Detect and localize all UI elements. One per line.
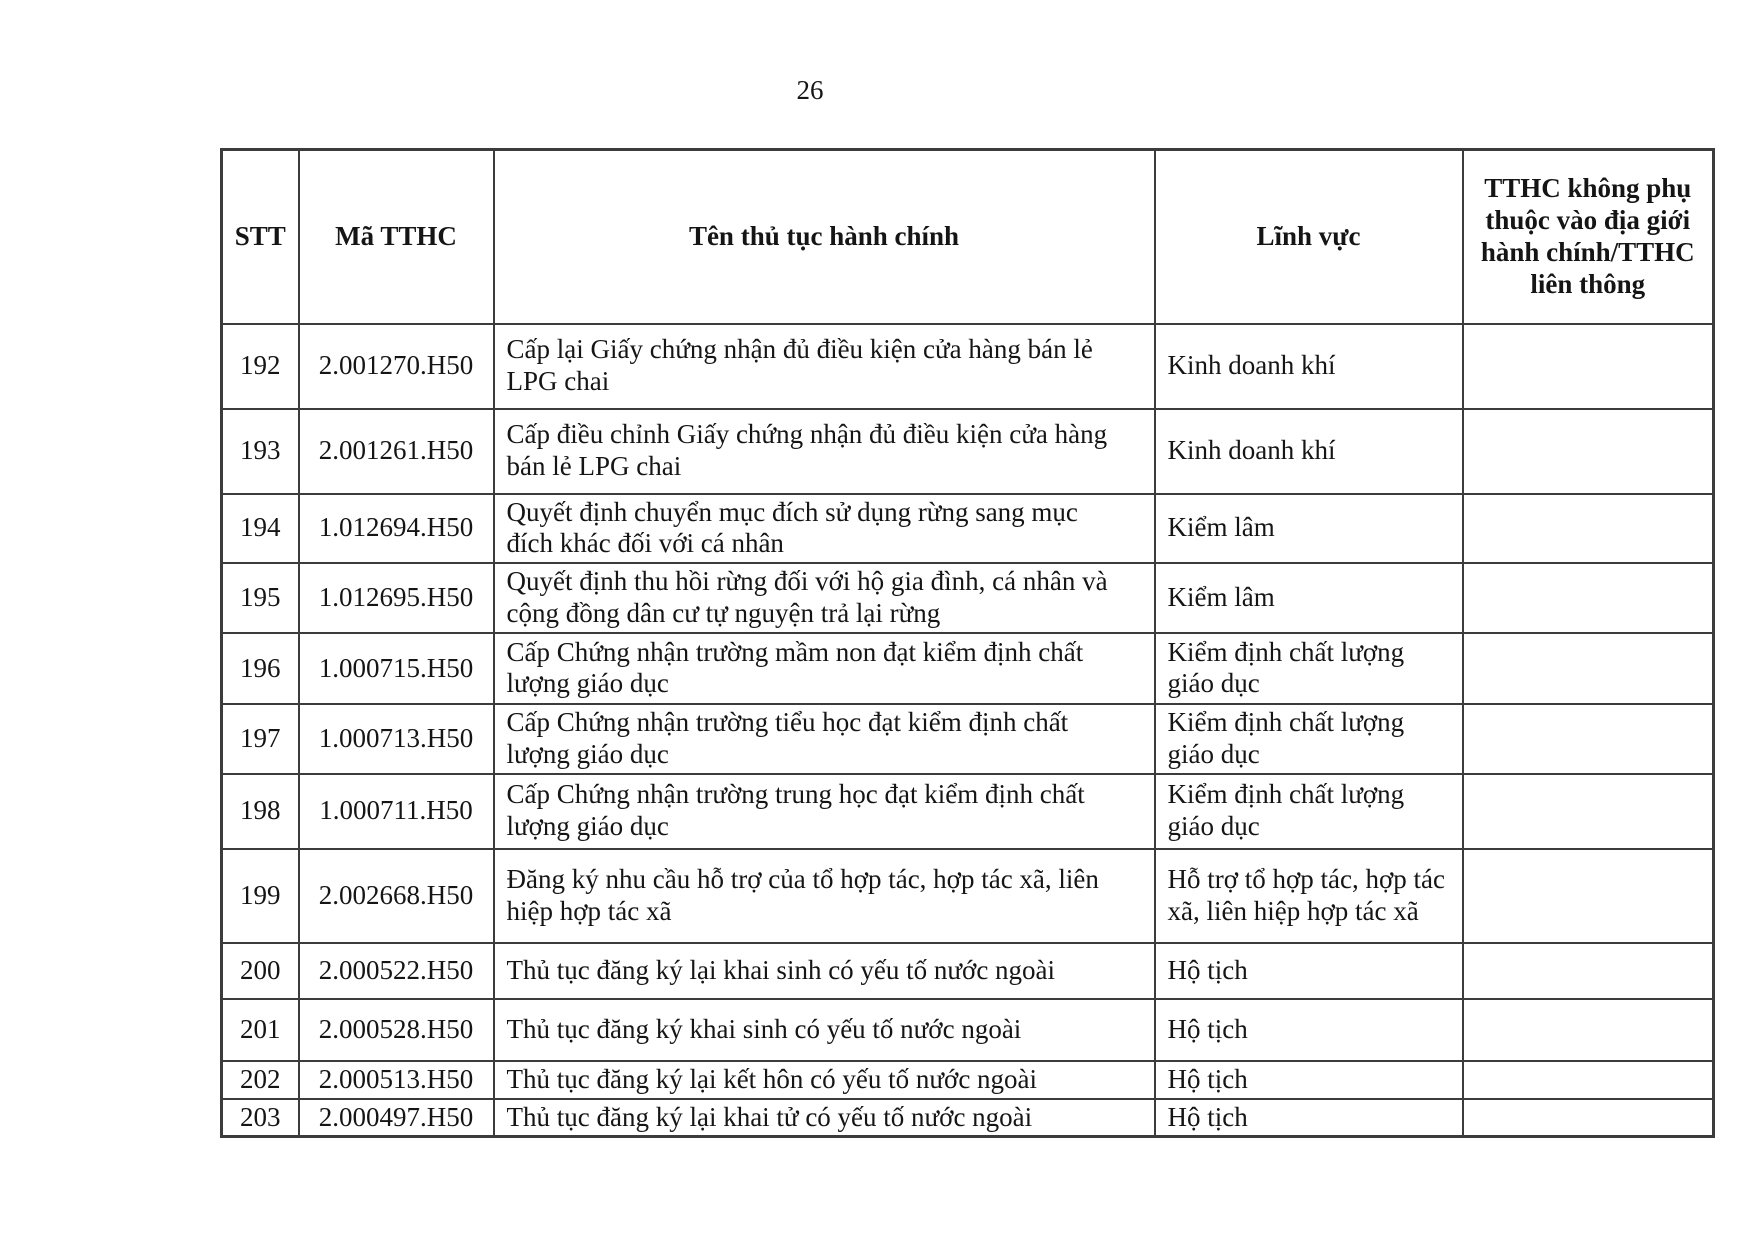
procedures-table xyxy=(220,148,1715,1138)
cell-field: Kinh doanh khí xyxy=(1155,409,1463,494)
cell-procedure-name: Quyết định thu hồi rừng đối với hộ gia đình, cá nhân và cộng đồng dân cư tự nguyện trả lại rừng xyxy=(494,563,1155,633)
header-procedure-name: Tên thủ tục hành chính xyxy=(494,150,1155,324)
cell-procedure-name: Cấp lại Giấy chứng nhận đủ điều kiện cửa hàng bán lẻ LPG chai xyxy=(494,324,1155,409)
table-row xyxy=(222,999,1714,1061)
table-row xyxy=(222,409,1714,494)
table-row xyxy=(222,943,1714,999)
cell-interlink xyxy=(1463,633,1714,704)
table-header-row xyxy=(222,150,1714,324)
cell-field: Hộ tịch xyxy=(1155,943,1463,999)
cell-code: 2.001261.H50 xyxy=(299,409,494,494)
cell-procedure-name: Cấp điều chỉnh Giấy chứng nhận đủ điều kiện cửa hàng bán lẻ LPG chai xyxy=(494,409,1155,494)
table-row xyxy=(222,849,1714,943)
cell-field: Kiểm định chất lượng giáo dục xyxy=(1155,704,1463,774)
cell-procedure-name: Đăng ký nhu cầu hỗ trợ của tổ hợp tác, hợp tác xã, liên hiệp hợp tác xã xyxy=(494,849,1155,943)
cell-interlink xyxy=(1463,774,1714,849)
header-stt: STT xyxy=(222,150,299,324)
cell-interlink xyxy=(1463,704,1714,774)
cell-code: 2.000522.H50 xyxy=(299,943,494,999)
cell-interlink xyxy=(1463,409,1714,494)
cell-stt: 194 xyxy=(222,494,299,564)
table-row xyxy=(222,704,1714,774)
page-number: 26 xyxy=(796,75,824,105)
cell-stt: 198 xyxy=(222,774,299,849)
cell-interlink xyxy=(1463,1061,1714,1099)
cell-code: 2.000513.H50 xyxy=(299,1061,494,1099)
table-row xyxy=(222,494,1714,564)
cell-procedure-name: Thủ tục đăng ký lại kết hôn có yếu tố nước ngoài xyxy=(494,1061,1155,1099)
cell-field: Kiểm định chất lượng giáo dục xyxy=(1155,633,1463,704)
cell-field: Hỗ trợ tổ hợp tác, hợp tác xã, liên hiệp hợp tác xã xyxy=(1155,849,1463,943)
cell-interlink xyxy=(1463,494,1714,564)
cell-procedure-name: Cấp Chứng nhận trường trung học đạt kiểm định chất lượng giáo dục xyxy=(494,774,1155,849)
cell-field: Hộ tịch xyxy=(1155,999,1463,1061)
cell-code: 1.012695.H50 xyxy=(299,563,494,633)
cell-procedure-name: Cấp Chứng nhận trường tiểu học đạt kiểm định chất lượng giáo dục xyxy=(494,704,1155,774)
cell-stt: 201 xyxy=(222,999,299,1061)
table-row xyxy=(222,774,1714,849)
cell-code: 1.000713.H50 xyxy=(299,704,494,774)
cell-field: Kiểm lâm xyxy=(1155,494,1463,564)
cell-stt: 200 xyxy=(222,943,299,999)
table-row xyxy=(222,1099,1714,1137)
cell-procedure-name: Cấp Chứng nhận trường mầm non đạt kiểm định chất lượng giáo dục xyxy=(494,633,1155,704)
cell-procedure-name: Thủ tục đăng ký lại khai sinh có yếu tố nước ngoài xyxy=(494,943,1155,999)
header-field: Lĩnh vực xyxy=(1155,150,1463,324)
cell-field: Hộ tịch xyxy=(1155,1061,1463,1099)
table-row xyxy=(222,563,1714,633)
header-code: Mã TTHC xyxy=(299,150,494,324)
cell-field: Kiểm lâm xyxy=(1155,563,1463,633)
cell-stt: 203 xyxy=(222,1099,299,1137)
cell-stt: 196 xyxy=(222,633,299,704)
cell-interlink xyxy=(1463,849,1714,943)
cell-code: 2.000497.H50 xyxy=(299,1099,494,1137)
cell-code: 2.000528.H50 xyxy=(299,999,494,1061)
cell-interlink xyxy=(1463,1099,1714,1137)
table-row xyxy=(222,633,1714,704)
cell-procedure-name: Quyết định chuyển mục đích sử dụng rừng sang mục đích khác đối với cá nhân xyxy=(494,494,1155,564)
cell-field: Kinh doanh khí xyxy=(1155,324,1463,409)
cell-stt: 193 xyxy=(222,409,299,494)
cell-code: 2.002668.H50 xyxy=(299,849,494,943)
cell-field: Kiểm định chất lượng giáo dục xyxy=(1155,774,1463,849)
cell-interlink xyxy=(1463,943,1714,999)
cell-procedure-name: Thủ tục đăng ký khai sinh có yếu tố nước ngoài xyxy=(494,999,1155,1061)
cell-code: 2.001270.H50 xyxy=(299,324,494,409)
cell-code: 1.000715.H50 xyxy=(299,633,494,704)
header-interlink: TTHC không phụ thuộc vào địa giới hành chính/TTHC liên thông xyxy=(1463,150,1714,324)
cell-stt: 195 xyxy=(222,563,299,633)
cell-procedure-name: Thủ tục đăng ký lại khai tử có yếu tố nước ngoài xyxy=(494,1099,1155,1137)
table-row xyxy=(222,324,1714,409)
cell-interlink xyxy=(1463,563,1714,633)
cell-field: Hộ tịch xyxy=(1155,1099,1463,1137)
cell-code: 1.012694.H50 xyxy=(299,494,494,564)
cell-stt: 199 xyxy=(222,849,299,943)
cell-interlink xyxy=(1463,999,1714,1061)
cell-interlink xyxy=(1463,324,1714,409)
table-row xyxy=(222,1061,1714,1099)
cell-code: 1.000711.H50 xyxy=(299,774,494,849)
cell-stt: 202 xyxy=(222,1061,299,1099)
cell-stt: 192 xyxy=(222,324,299,409)
cell-stt: 197 xyxy=(222,704,299,774)
